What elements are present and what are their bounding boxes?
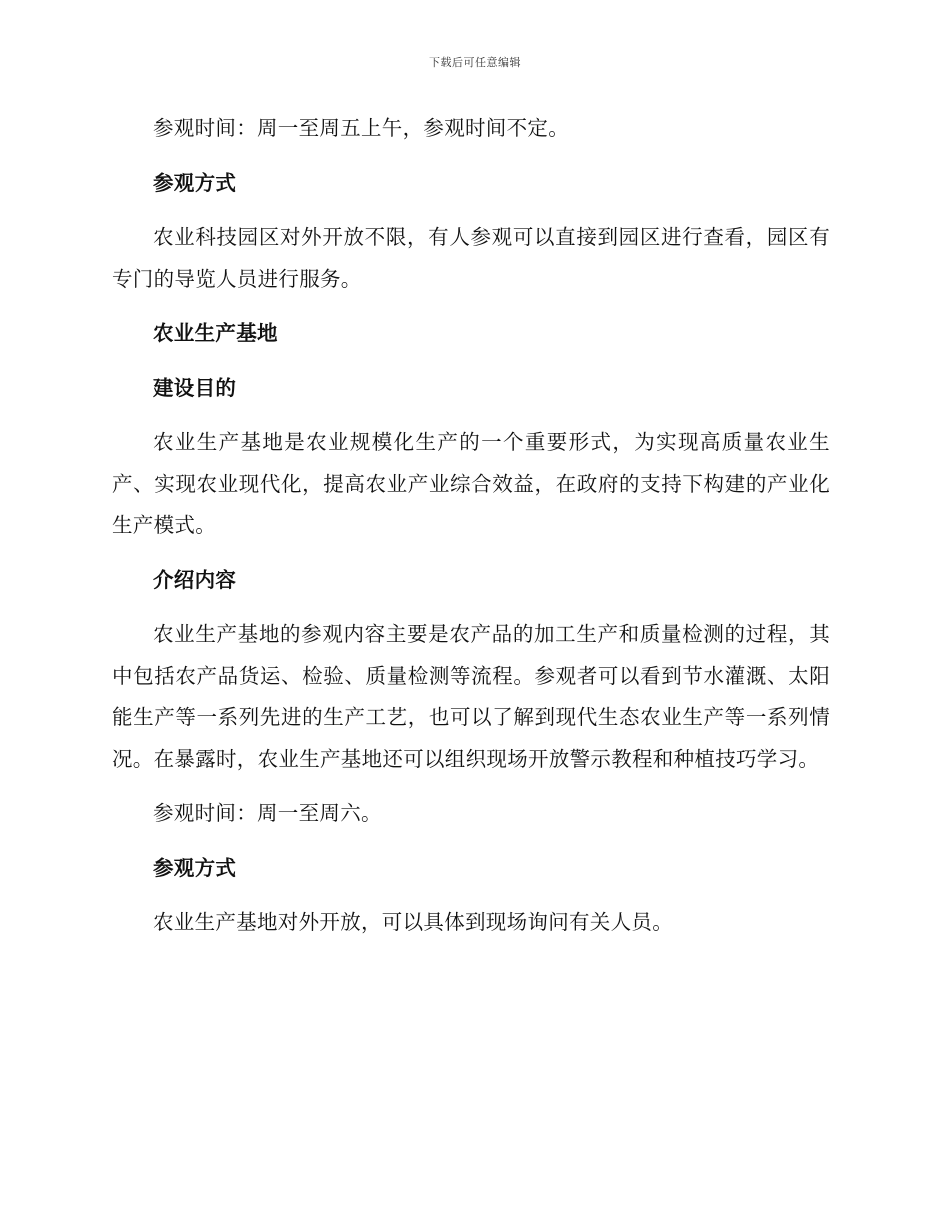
paragraph-visit-method-1: 农业科技园区对外开放不限，有人参观可以直接到园区进行查看，园区有专门的导览人员进行服务。 bbox=[112, 225, 830, 291]
heading-production-base: 农业生产基地 bbox=[153, 321, 278, 345]
paragraph-introduction: 农业生产基地的参观内容主要是农产品的加工生产和质量检测的过程，其中包括农产品货运、检验、质量检测等流程。参观者可以看到节水灌溉、太阳能生产等一系列先进的生产工艺，也可以了解到现代生态农业生产等一系列情况。在暴露时，农业生产基地还可以组织现场开放警示教程和种植技巧学习。 bbox=[112, 622, 830, 771]
paragraph-construction-purpose: 农业生产基地是农业规模化生产的一个重要形式，为实现高质量农业生产、实现农业现代化，提高农业产业综合效益，在政府的支持下构建的产业化生产模式。 bbox=[112, 430, 830, 537]
paragraph-visit-time-2: 参观时间：周一至周六。 bbox=[153, 801, 382, 825]
heading-visit-method-1: 参观方式 bbox=[153, 170, 237, 195]
heading-construction-purpose: 建设目的 bbox=[153, 375, 237, 400]
paragraph-visit-time-1: 参观时间：周一至周五上午，参观时间不定。 bbox=[153, 116, 569, 140]
paragraph-visit-method-2: 农业生产基地对外开放，可以具体到现场询问有关人员。 bbox=[153, 910, 673, 934]
heading-introduction: 介绍内容 bbox=[153, 567, 237, 592]
heading-visit-method-2: 参观方式 bbox=[153, 855, 237, 880]
page-header: 下载后可任意编辑 bbox=[429, 56, 521, 69]
document-body bbox=[112, 108, 830, 957]
